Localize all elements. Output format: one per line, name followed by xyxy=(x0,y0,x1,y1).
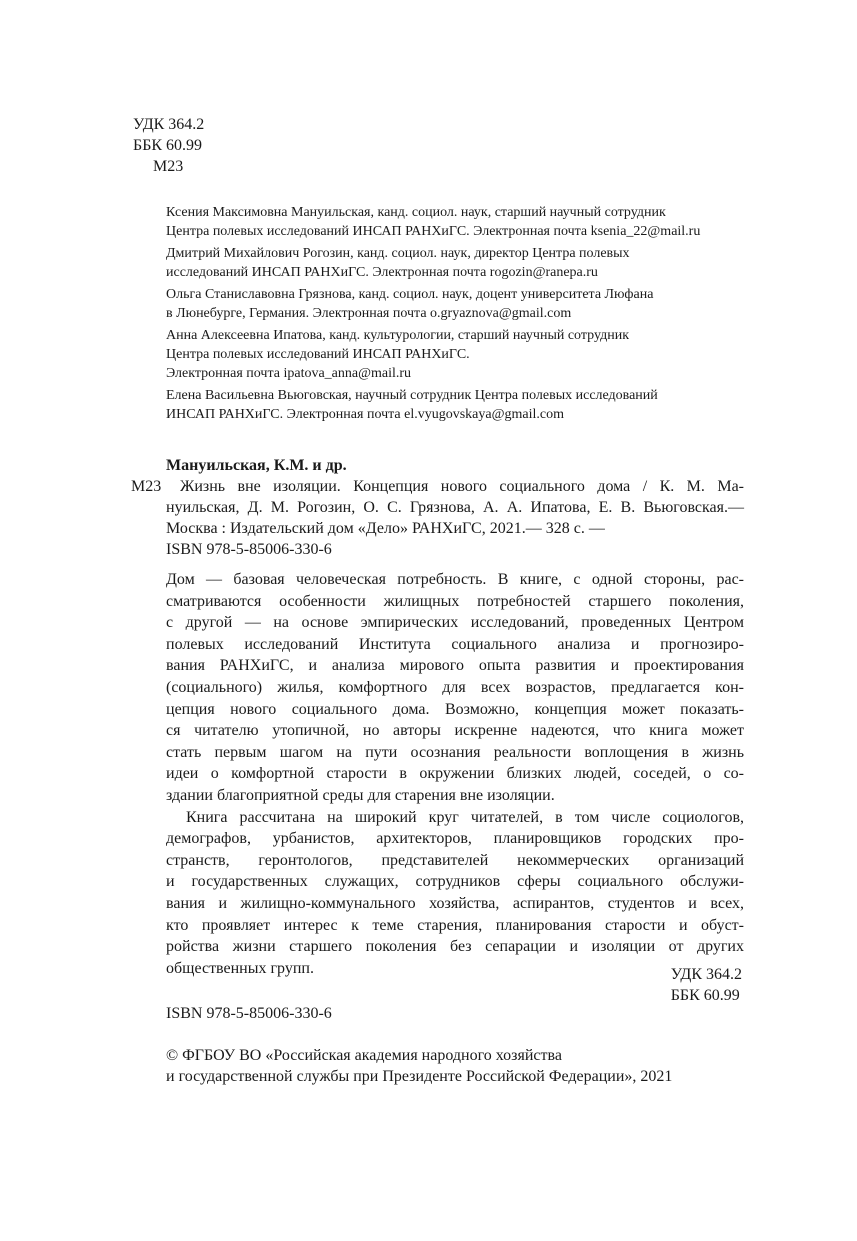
annotation-line: сматриваются особенности жилищных потребностей старшего поколения, xyxy=(166,592,744,610)
biblio-line: Москва : Издательский дом «Дело» РАНХиГС, 2021.— 328 с. — xyxy=(166,520,605,537)
bibliographic-description xyxy=(166,476,744,560)
annotation-line: ройства жизни старшего поколения без сепарации и изоляции от других xyxy=(166,938,744,956)
book-code: М23 xyxy=(131,478,162,495)
udc-block-top xyxy=(133,114,204,177)
author-line: Ольга Станиславовна Грязнова, канд. социол. наук, доцент университета Люфана xyxy=(166,287,654,302)
bbk-code: ББК 60.99 xyxy=(133,137,203,154)
isbn: ISBN 978-5-85006-330-6 xyxy=(166,1005,332,1022)
author-entry xyxy=(166,244,766,282)
author-line: Электронная почта ipatova_anna@mail.ru xyxy=(166,366,412,382)
annotation-line: стать первым шагом на пути осознания реальности воплощения в жизнь xyxy=(166,743,744,761)
bbk-code: ББК 60.99 xyxy=(670,987,740,1004)
copyright-line: и государственной службы при Президенте Российской Федерации», 2021 xyxy=(166,1068,673,1085)
annotation-line: ся читателю утопичной, но авторы искренне надеются, что книга может xyxy=(166,722,744,740)
authors-info xyxy=(166,203,766,427)
annotation-line: с другой — на основе эмпирических исследований, проведенных Центром xyxy=(166,614,744,632)
udk-code: УДК 364.2 xyxy=(133,116,205,133)
annotation-line: (социального) жилья, комфортного для всех возрастов, предлагается кон- xyxy=(166,678,744,696)
annotation xyxy=(166,569,744,979)
annotation-line: и государственных служащих, сотрудников сферы социального обслужи- xyxy=(166,873,744,891)
author-entry xyxy=(166,285,766,323)
annotation-line: идеи о комфортной старости в окружении близких людей, соседей, о со- xyxy=(166,765,744,783)
author-mark: М23 xyxy=(153,158,184,175)
author-line: Центра полевых исследований ИНСАП РАНХиГС. Электронная почта ksenia_22@mail.ru xyxy=(166,224,701,240)
annotation-line: Дом — базовая человеческая потребность. В книге, с одной стороны, рас- xyxy=(166,571,744,588)
author-line: в Люнебурге, Германия. Электронная почта o.gryaznova@gmail.com xyxy=(166,306,572,322)
annotation-line: Книга рассчитана на широкий круг читателей, в том числе социологов, xyxy=(186,808,744,826)
main-author-heading: Мануильская, К.М. и др. xyxy=(166,457,347,474)
annotation-line: здании благоприятной среды для старения вне изоляции. xyxy=(166,786,555,804)
author-entry xyxy=(166,386,766,424)
author-line: Елена Васильевна Вьюговская, научный сотрудник Центра полевых исследований xyxy=(166,388,658,404)
author-line: Ксения Максимовна Мануильская, канд. социол. наук, старший научный сотрудник xyxy=(166,205,666,220)
author-line: ИНСАП РАНХиГС. Электронная почта el.vyugovskaya@gmail.com xyxy=(166,407,564,423)
udk-code: УДК 364.2 xyxy=(670,966,742,983)
biblio-line: ISBN 978-5-85006-330-6 xyxy=(166,541,332,558)
annotation-line: цепция нового социального дома. Возможно, концепция может показать- xyxy=(166,700,744,718)
author-line: Анна Алексеевна Ипатова, канд. культурологии, старший научный сотрудник xyxy=(166,328,630,343)
author-line: Дмитрий Михайлович Рогозин, канд. социол. наук, директор Центра полевых xyxy=(166,246,630,261)
udc-block-bottom xyxy=(671,964,742,1006)
annotation-line: полевых исследований Института социального анализа и прогнозиро- xyxy=(166,635,744,653)
copyright-line: © ФГБОУ ВО «Российская академия народного хозяйства xyxy=(166,1047,562,1064)
annotation-line: вания РАНХиГС, и анализа мирового опыта развития и проектирования xyxy=(166,657,744,675)
author-entry xyxy=(166,203,766,241)
annotation-line: общественных групп. xyxy=(166,959,314,977)
annotation-line: вания и жилищно-коммунального хозяйства, аспирантов, студентов и всех, xyxy=(166,894,744,912)
author-entry xyxy=(166,326,766,384)
biblio-line: Жизнь вне изоляции. Концепция нового социального дома / К. М. Ма- xyxy=(180,478,744,495)
annotation-line: странств, геронтологов, представителей некоммерческих организаций xyxy=(166,851,744,869)
copyright xyxy=(166,1045,672,1087)
biblio-line: нуильская, Д. М. Рогозин, О. С. Грязнова, А. А. Ипатова, Е. В. Вьюговская.— xyxy=(166,499,744,516)
author-line: Центра полевых исследований ИНСАП РАНХиГС. xyxy=(166,347,470,363)
author-line: исследований ИНСАП РАНХиГС. Электронная почта rogozin@ranepa.ru xyxy=(166,265,598,281)
annotation-line: демографов, урбанистов, архитекторов, планировщиков городских про- xyxy=(166,830,744,848)
annotation-line: кто проявляет интерес к теме старения, планирования старости и обуст- xyxy=(166,916,744,934)
